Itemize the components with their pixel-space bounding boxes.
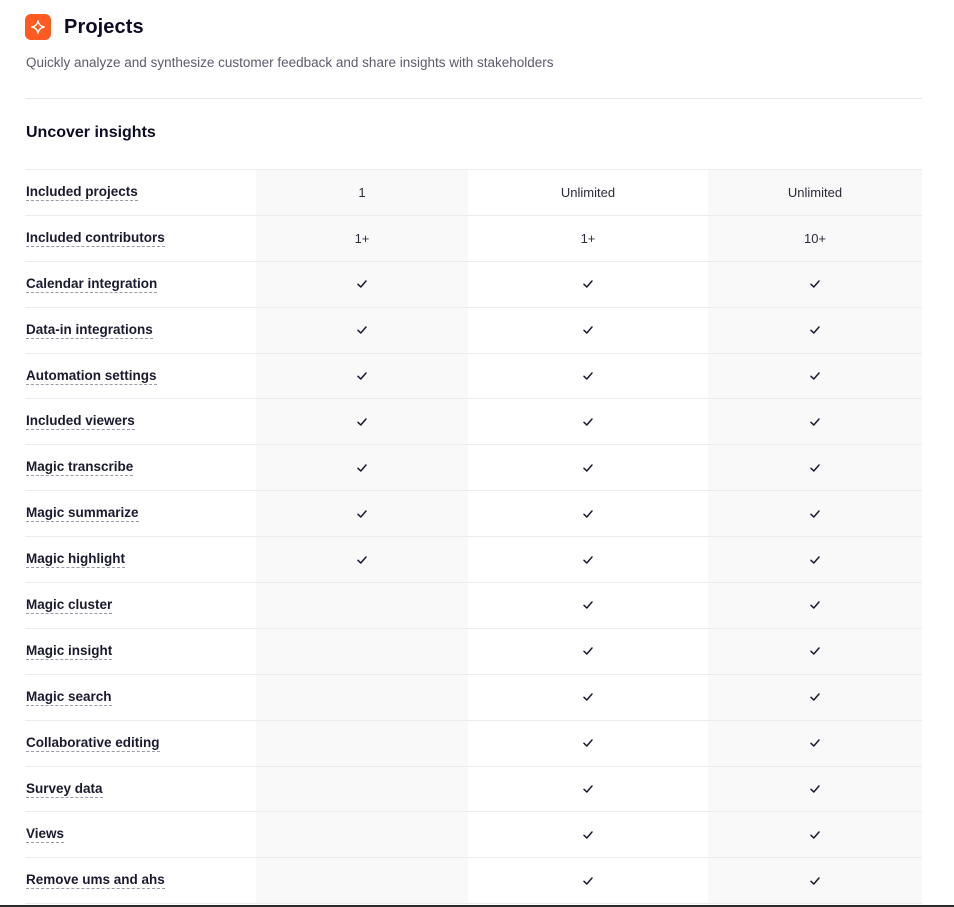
feature-label-cell: [25, 445, 256, 490]
check-icon: [356, 462, 368, 474]
check-icon: [809, 554, 821, 566]
check-icon: [809, 278, 821, 290]
feature-label-cell: [25, 354, 256, 399]
check-icon: [809, 599, 821, 611]
plan-cell: [708, 629, 922, 674]
feature-label-cell: [25, 170, 256, 215]
table-row: [25, 583, 922, 629]
feature-label[interactable]: Calendar integration: [26, 275, 158, 291]
check-icon: [809, 737, 821, 749]
feature-label-cell: [25, 216, 256, 261]
check-icon: [809, 324, 821, 336]
feature-label[interactable]: Magic cluster: [26, 596, 113, 612]
feature-label[interactable]: Remove ums and ahs: [26, 872, 165, 888]
plan-cell: [708, 262, 922, 307]
check-icon: [809, 783, 821, 795]
plan-cell: [468, 812, 708, 857]
plan-cell: [256, 445, 468, 490]
divider: [25, 98, 922, 99]
feature-label-cell: [25, 858, 256, 903]
check-icon: [582, 737, 594, 749]
check-icon: [809, 691, 821, 703]
check-icon: [809, 370, 821, 382]
feature-label[interactable]: Included contributors: [26, 229, 165, 245]
feature-label-cell: [25, 399, 256, 444]
feature-label-cell: [25, 812, 256, 857]
empty-plan-cell: [256, 767, 468, 812]
empty-plan-cell: [256, 675, 468, 720]
plan-cell: [708, 721, 922, 766]
feature-label[interactable]: Magic highlight: [26, 551, 125, 567]
table-row: [25, 216, 922, 262]
check-icon: [809, 416, 821, 428]
plan-cell: [256, 216, 468, 261]
table-row: [25, 354, 922, 400]
check-icon: [356, 554, 368, 566]
plan-value: 10+: [803, 230, 827, 246]
header: [25, 13, 144, 41]
feature-label-cell: [25, 491, 256, 536]
feature-label-cell: [25, 308, 256, 353]
plan-cell: [708, 858, 922, 903]
page-subtitle: Quickly analyze and synthesize customer feedback and share insights with stakeholders: [26, 55, 554, 70]
table-row: [25, 537, 922, 583]
feature-label[interactable]: Collaborative editing: [26, 734, 160, 750]
empty-plan-cell: [256, 629, 468, 674]
plan-cell: [468, 262, 708, 307]
empty-plan-cell: [256, 812, 468, 857]
check-icon: [582, 370, 594, 382]
plan-cell: [468, 399, 708, 444]
plan-value: 1+: [580, 230, 596, 246]
plan-cell: [468, 491, 708, 536]
plan-cell: [256, 308, 468, 353]
feature-label[interactable]: Views: [26, 826, 65, 842]
plan-cell: [708, 583, 922, 628]
plan-cell: [708, 308, 922, 353]
plan-cell: [468, 767, 708, 812]
table-row: [25, 858, 922, 904]
plan-cell: [256, 491, 468, 536]
plan-cell: [256, 354, 468, 399]
empty-plan-cell: [256, 721, 468, 766]
table-row: [25, 812, 922, 858]
feature-label-cell: [25, 675, 256, 720]
plan-cell: [468, 583, 708, 628]
plan-cell: [468, 858, 708, 903]
check-icon: [356, 508, 368, 520]
plan-cell: [468, 629, 708, 674]
check-icon: [582, 829, 594, 841]
plan-cell: [468, 445, 708, 490]
plan-cell: [256, 262, 468, 307]
feature-label[interactable]: Survey data: [26, 780, 103, 796]
check-icon: [356, 278, 368, 290]
feature-label[interactable]: Magic summarize: [26, 505, 139, 521]
feature-label[interactable]: Magic insight: [26, 642, 113, 658]
table-row: [25, 445, 922, 491]
table-row: [25, 767, 922, 813]
feature-label[interactable]: Included projects: [26, 183, 138, 199]
check-icon: [809, 875, 821, 887]
check-icon: [582, 324, 594, 336]
plan-value: 1: [358, 184, 366, 200]
check-icon: [356, 324, 368, 336]
feature-label-cell: [25, 537, 256, 582]
table-row: [25, 170, 922, 216]
table-row: [25, 491, 922, 537]
section-title: Uncover insights: [26, 124, 156, 141]
plan-cell: [468, 308, 708, 353]
table-row: [25, 629, 922, 675]
check-icon: [582, 599, 594, 611]
plan-cell: [256, 170, 468, 215]
feature-label-cell: [25, 583, 256, 628]
check-icon: [809, 829, 821, 841]
plan-cell: [708, 675, 922, 720]
plan-cell: [708, 491, 922, 536]
check-icon: [582, 691, 594, 703]
plan-cell: [468, 170, 708, 215]
plan-cell: [708, 445, 922, 490]
plan-cell: [468, 216, 708, 261]
check-icon: [582, 875, 594, 887]
plan-cell: [708, 767, 922, 812]
plan-cell: [708, 216, 922, 261]
plan-cell: [468, 354, 708, 399]
plan-cell: [708, 399, 922, 444]
feature-label[interactable]: Data-in integrations: [26, 321, 153, 337]
feature-label[interactable]: Magic transcribe: [26, 459, 134, 475]
plan-cell: [468, 721, 708, 766]
check-icon: [582, 278, 594, 290]
check-icon: [582, 462, 594, 474]
check-icon: [582, 783, 594, 795]
empty-plan-cell: [256, 858, 468, 903]
plan-cell: [256, 537, 468, 582]
plan-cell: [708, 170, 922, 215]
check-icon: [356, 416, 368, 428]
plan-value: Unlimited: [787, 184, 843, 200]
plan-cell: [708, 354, 922, 399]
feature-label[interactable]: Magic search: [26, 688, 112, 704]
table-row: [25, 675, 922, 721]
check-icon: [582, 508, 594, 520]
table-row: [25, 262, 922, 308]
plan-cell: [708, 537, 922, 582]
plan-cell: [708, 812, 922, 857]
check-icon: [356, 370, 368, 382]
check-icon: [809, 508, 821, 520]
feature-label-cell: [25, 629, 256, 674]
table-row: [25, 721, 922, 767]
feature-label-cell: [25, 721, 256, 766]
page-title: Projects: [64, 15, 144, 38]
plan-value: Unlimited: [560, 184, 616, 200]
feature-label-cell: [25, 767, 256, 812]
check-icon: [809, 462, 821, 474]
plan-cell: [256, 399, 468, 444]
plan-value: 1+: [354, 230, 370, 246]
table-row: [25, 308, 922, 354]
empty-plan-cell: [256, 583, 468, 628]
feature-label-cell: [25, 262, 256, 307]
check-icon: [809, 645, 821, 657]
sparkle-icon: [25, 14, 51, 40]
plan-cell: [468, 675, 708, 720]
feature-comparison-table: [25, 169, 922, 904]
check-icon: [582, 554, 594, 566]
check-icon: [582, 645, 594, 657]
plan-cell: [468, 537, 708, 582]
check-icon: [582, 416, 594, 428]
feature-label[interactable]: Automation settings: [26, 367, 157, 383]
feature-label[interactable]: Included viewers: [26, 413, 135, 429]
table-row: [25, 399, 922, 445]
